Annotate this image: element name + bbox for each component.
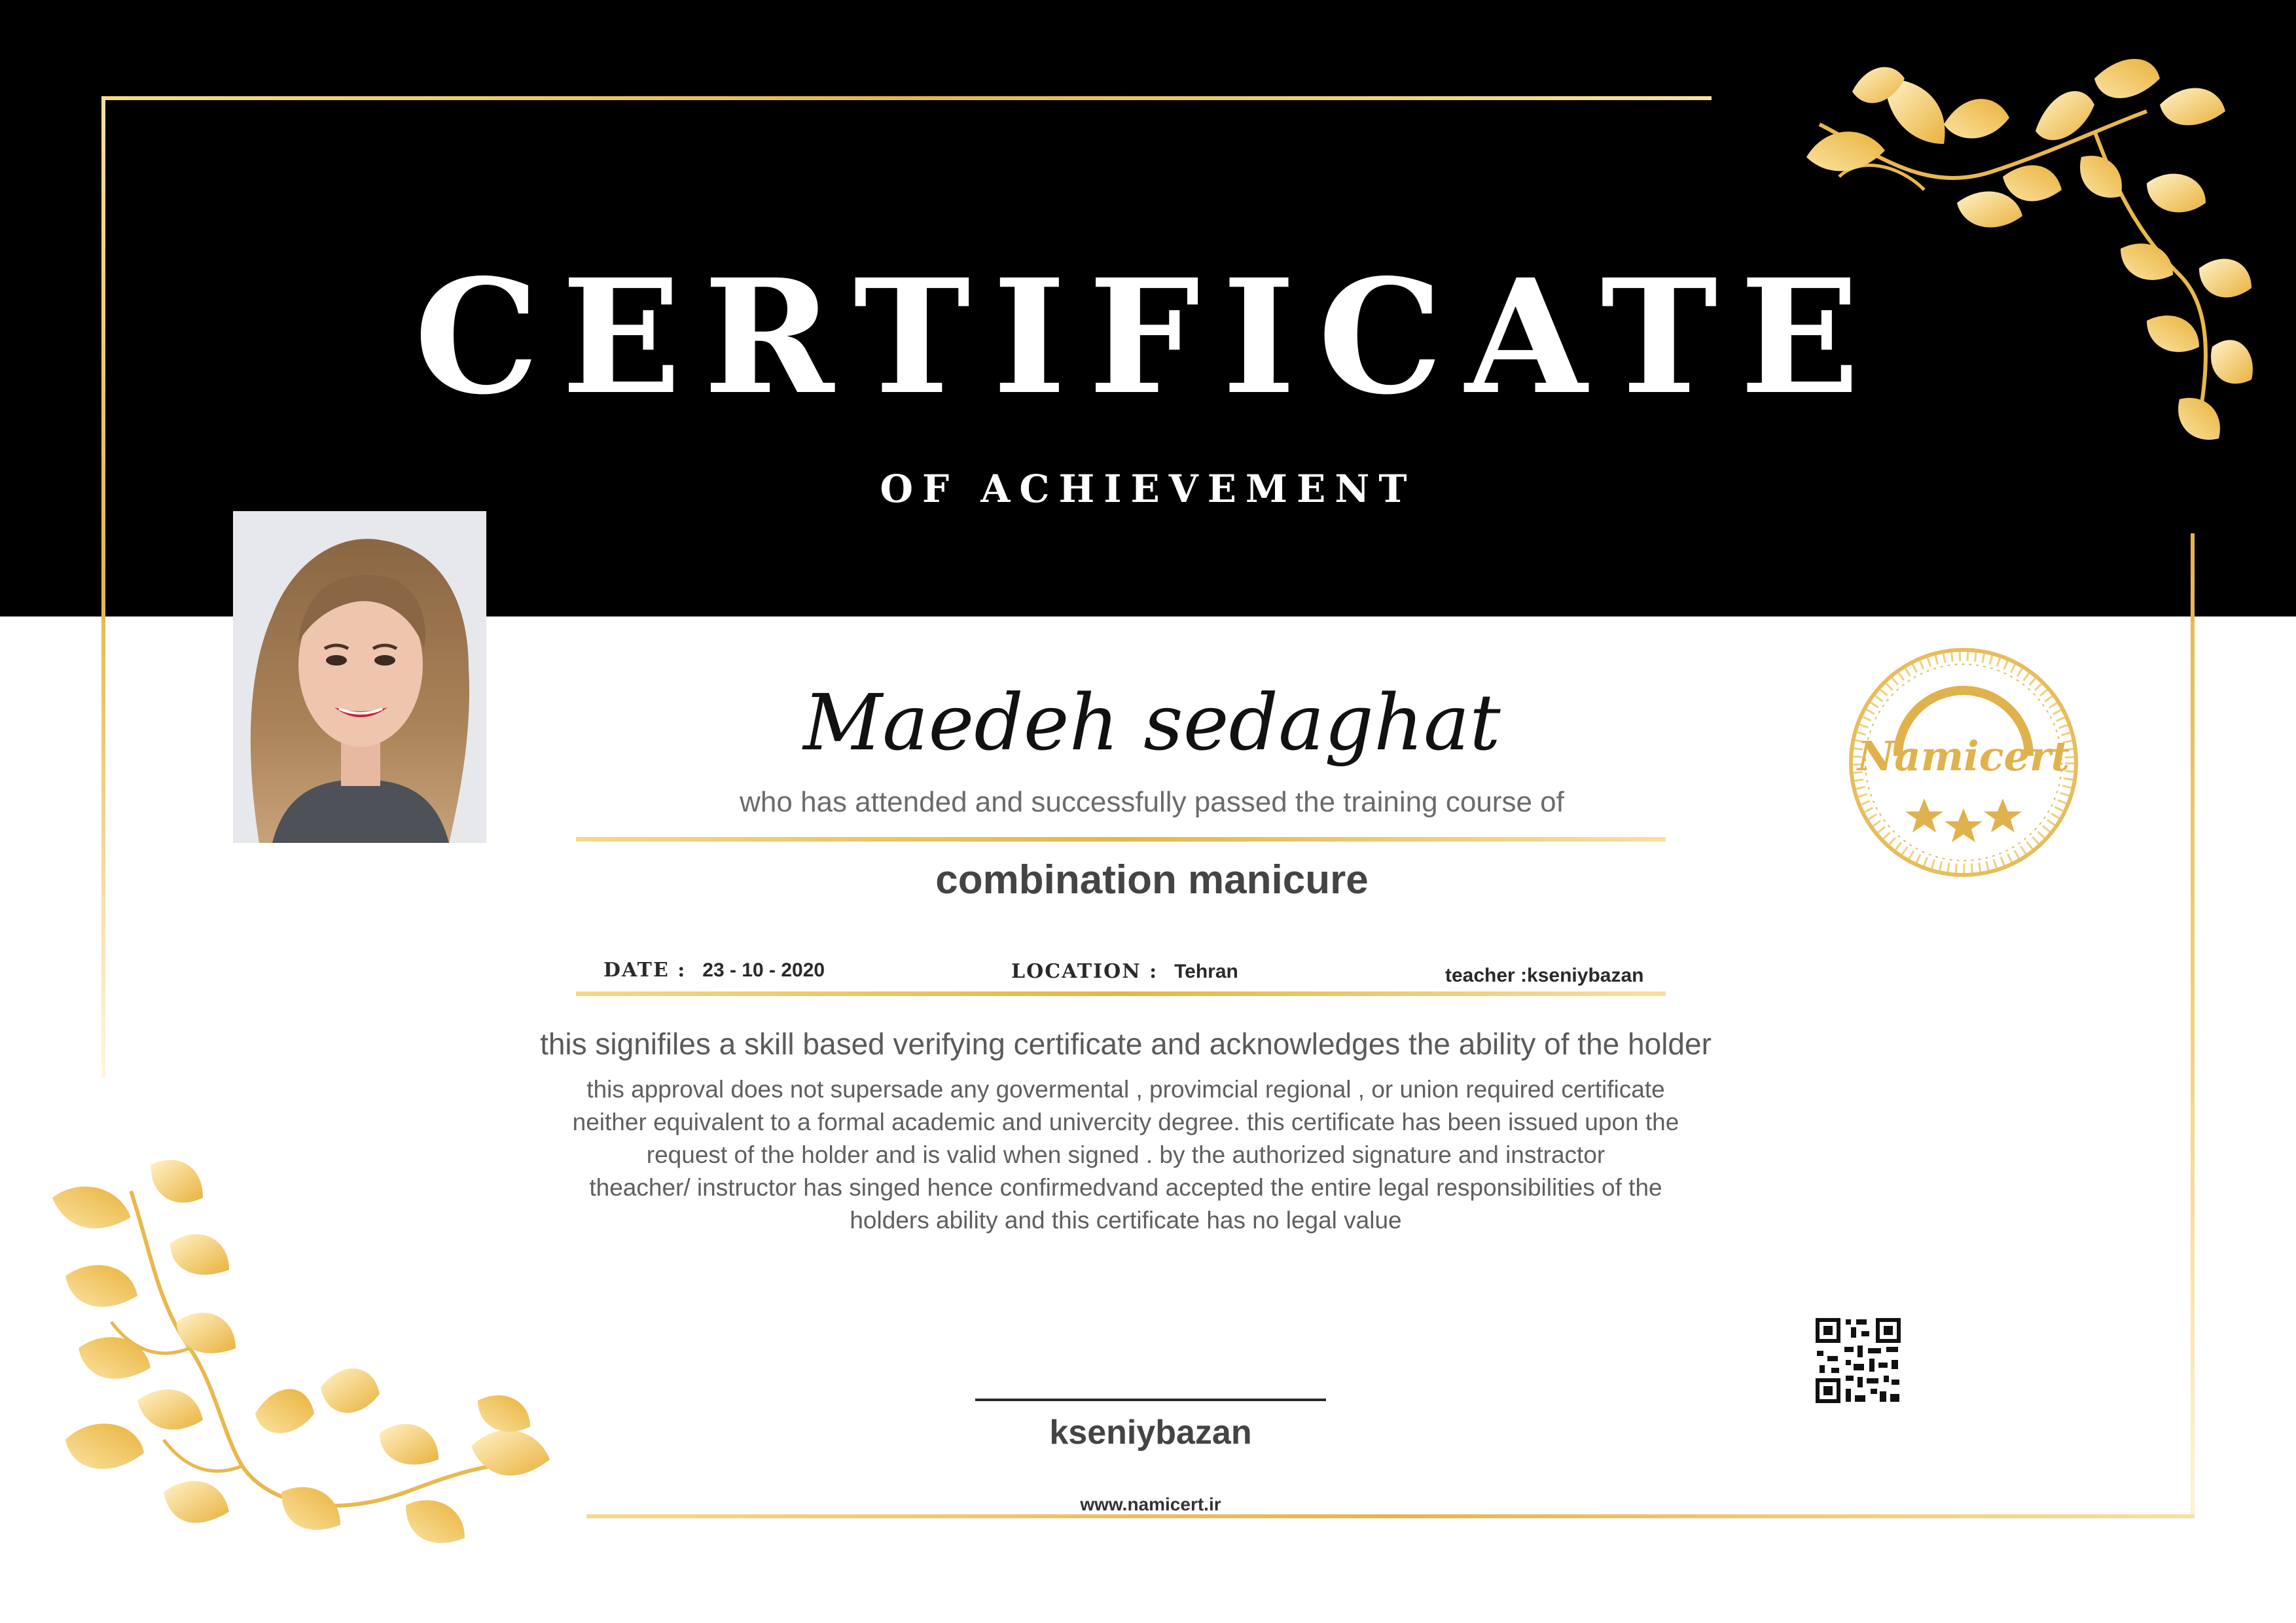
date-colon: : [669, 959, 703, 982]
location-value: Tehran [1174, 961, 1238, 982]
attended-text: who has attended and successfully passed the training course of [740, 786, 1564, 818]
disclaimer-line: holders ability and this certificate has no legal value [850, 1207, 1402, 1234]
gold-leaf-vine-icon [39, 1152, 563, 1584]
frame-top-line [101, 96, 1712, 100]
portrait-illustration [233, 511, 486, 843]
disclaimer-line: this approval does not supersade any govermental , provimcial regional , or union required certificate [586, 1076, 1665, 1103]
signature-line [975, 1399, 1326, 1401]
location-colon: : [1141, 960, 1175, 983]
frame-left-line [101, 96, 105, 1078]
recipient-name: Maedeh sedaghat [803, 677, 1501, 768]
frame-bottom-line [586, 1514, 2195, 1518]
certificate-subtitle: OF ACHIEVEMENT [880, 467, 1416, 511]
certificate-statement: this signifiles a skill based verifying certificate and acknowledges the ability of the holder [540, 1027, 1712, 1061]
date-value: 23 - 10 - 2020 [702, 959, 825, 981]
qr-code-icon [1814, 1317, 1902, 1404]
teacher-field [1445, 966, 1643, 986]
teacher-text: teacher :kseniybazan [1445, 965, 1644, 986]
date-label: DATE [603, 959, 670, 982]
date-field [603, 961, 825, 980]
disclaimer-line: neither equivalent to a formal academic and univercity degree. this certificate has been issued upon the [572, 1109, 1679, 1135]
qr-graphic [1814, 1317, 1902, 1404]
course-divider-top [576, 837, 1666, 842]
gold-leaf-vine-icon [1728, 52, 2258, 497]
signer-name: kseniybazan [1049, 1414, 1252, 1452]
course-name: combination manicure [935, 857, 1369, 902]
website-url: www.namicert.ir [1080, 1494, 1221, 1514]
info-divider-bottom [576, 991, 1666, 996]
disclaimer-line: theacher/ instructor has singed hence confirmedvand accepted the entire legal responsibilities of the [589, 1174, 1662, 1201]
seal-brand: Namicert [1857, 732, 2070, 780]
frame-right-line [2191, 533, 2195, 1518]
location-label: LOCATION [1011, 960, 1141, 983]
recipient-photo [233, 511, 486, 843]
disclaimer-paragraph [458, 1073, 1793, 1237]
location-field [1011, 962, 1238, 982]
namicert-seal-icon [1846, 645, 2081, 880]
disclaimer-line: request of the holder and is valid when signed . by the authorized signature and instractor [646, 1141, 1605, 1168]
certificate-title: CERTIFICATE [414, 245, 1882, 429]
